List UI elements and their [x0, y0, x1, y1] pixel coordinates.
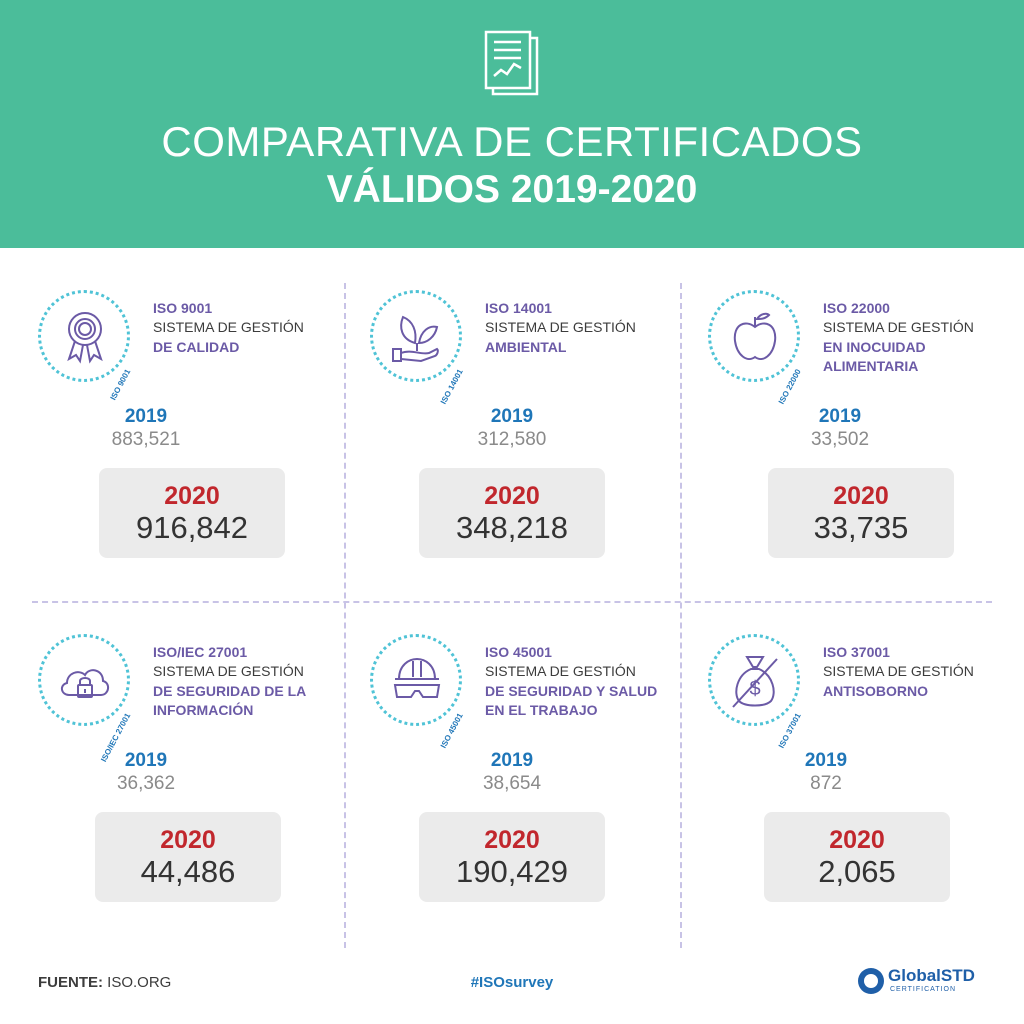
value-2020: 190,429 [455, 854, 569, 889]
source-label: FUENTE: [38, 974, 103, 991]
iso-description: ANTISOBORNO [823, 683, 928, 699]
value-2020-box [419, 812, 605, 902]
value-2020-box [419, 468, 605, 558]
year-2020-label: 2020 [484, 482, 540, 510]
year-2019-label: 2019 [124, 406, 168, 427]
iso-name: ISO 22000 [823, 300, 890, 316]
globalstd-logo [858, 966, 988, 1002]
page-title-line2: VÁLIDOS 2019-2020 [326, 168, 698, 211]
iso-description: DE SEGURIDAD Y SALUD EN EL TRABAJO [485, 683, 658, 718]
card-iso-45001 [332, 592, 672, 932]
iso-description: DE SEGURIDAD DE LA INFORMACIÓN [153, 683, 306, 718]
value-2020-box [764, 812, 950, 902]
money-bag-crossed-icon [729, 653, 781, 709]
card-iso-9001 [0, 248, 340, 588]
globe-icon [858, 968, 884, 994]
value-2019: 33,502 [810, 429, 870, 450]
iso-system-label: SISTEMA DE GESTIÓN [823, 319, 974, 335]
iso-tag: ISO 14001 [438, 367, 465, 406]
year-2020-label: 2020 [164, 482, 220, 510]
value-2020: 44,486 [140, 854, 236, 889]
icon-ring [38, 634, 133, 764]
card-iso-22000 [670, 248, 1010, 588]
hashtag: #ISOsurvey [470, 974, 554, 991]
iso-description: AMBIENTAL [485, 339, 567, 355]
iso-system-label: SISTEMA DE GESTIÓN [485, 663, 636, 679]
iso-description: EN INOCUIDAD ALIMENTARIA [823, 339, 926, 374]
icon-ring [38, 290, 133, 402]
iso-system-label: SISTEMA DE GESTIÓN [823, 663, 974, 679]
year-2019-label: 2019 [818, 406, 862, 427]
value-2020-box [768, 468, 954, 558]
iso-description: DE CALIDAD [153, 339, 240, 355]
value-2020: 2,065 [818, 854, 896, 889]
header-banner [0, 0, 1024, 248]
icon-ring [370, 290, 465, 406]
year-2020-label: 2020 [833, 482, 889, 510]
svg-text:$: $ [749, 678, 761, 700]
document-chart-icon [483, 30, 541, 98]
iso-name: ISO/IEC 27001 [153, 644, 248, 660]
page-title-line1: COMPARATIVA DE CERTIFICADOS [161, 118, 863, 165]
icon-ring [708, 634, 803, 750]
card-iso-37001 [670, 592, 1010, 932]
iso-name: ISO 45001 [485, 644, 552, 660]
card-iso-14001 [332, 248, 672, 588]
year-2020-label: 2020 [829, 826, 885, 854]
logo-name: GlobalSTD [888, 966, 975, 985]
year-2019-label: 2019 [490, 750, 534, 771]
value-2019: 872 [810, 773, 842, 794]
icon-ring [708, 290, 803, 406]
year-2020-label: 2020 [484, 826, 540, 854]
icon-ring [370, 634, 465, 750]
value-2019: 38,654 [482, 773, 542, 794]
cloud-lock-icon [59, 653, 111, 709]
iso-system-label: SISTEMA DE GESTIÓN [153, 319, 304, 335]
iso-name: ISO 37001 [823, 644, 890, 660]
value-2019: 312,580 [477, 429, 547, 450]
iso-tag: ISO 45001 [438, 711, 465, 750]
year-2020-label: 2020 [160, 826, 216, 854]
iso-tag: ISO 9001 [108, 367, 133, 402]
year-2019-label: 2019 [490, 406, 534, 427]
iso-system-label: SISTEMA DE GESTIÓN [153, 663, 304, 679]
value-2020: 348,218 [455, 510, 569, 545]
iso-system-label: SISTEMA DE GESTIÓN [485, 319, 636, 335]
hard-hat-goggles-icon [391, 653, 443, 709]
year-2019-label: 2019 [804, 750, 848, 771]
iso-tag: ISO/IEC 27001 [99, 711, 133, 764]
value-2020: 916,842 [135, 510, 249, 545]
value-2019: 883,521 [111, 429, 181, 450]
award-ribbon-icon [59, 309, 111, 365]
logo-subtitle: CERTIFICATION [890, 986, 957, 993]
iso-name: ISO 9001 [153, 300, 213, 316]
value-2019: 36,362 [116, 773, 176, 794]
year-2019-label: 2019 [124, 750, 168, 771]
apple-icon [729, 309, 781, 365]
card-iso-iec-27001 [0, 592, 340, 932]
iso-tag: ISO 37001 [776, 711, 803, 750]
iso-name: ISO 14001 [485, 300, 552, 316]
value-2020-box [95, 812, 281, 902]
iso-tag: ISO 22000 [776, 367, 803, 406]
value-2020-box [99, 468, 285, 558]
source-value: ISO.ORG [107, 974, 172, 991]
plant-hand-icon [391, 309, 443, 365]
value-2020: 33,735 [813, 510, 909, 545]
